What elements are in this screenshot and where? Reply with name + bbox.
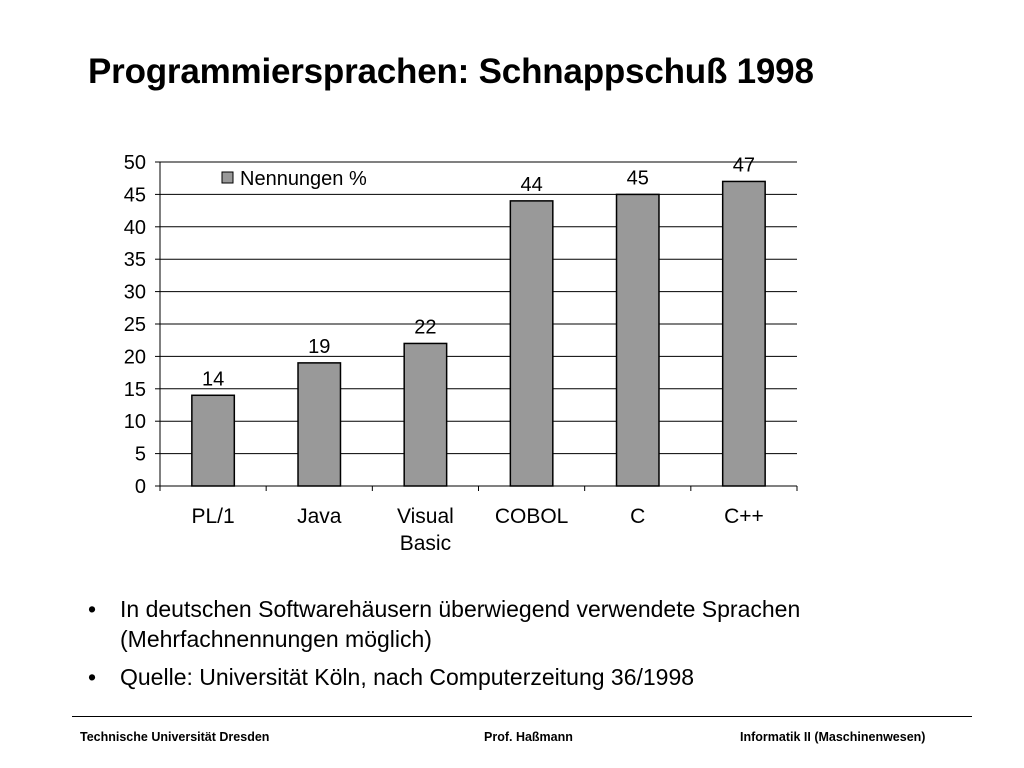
data-label: 47 (732, 154, 756, 177)
bullet-item: • Quelle: Universität Köln, nach Computerzeitung 36/1998 (88, 662, 988, 692)
x-tick-label: C (630, 505, 646, 528)
bar (617, 194, 659, 486)
x-tick-label: PL/1 (191, 505, 235, 528)
y-tick-label: 15 (123, 378, 146, 401)
footer-divider (72, 716, 972, 717)
bar (723, 181, 765, 486)
data-label: 44 (520, 173, 543, 196)
y-tick-label: 0 (134, 476, 146, 498)
y-tick-label: 20 (123, 346, 146, 369)
y-tick-label: 40 (123, 216, 146, 239)
y-tick-label: 25 (123, 314, 146, 336)
bar (510, 201, 552, 486)
bar (404, 343, 446, 486)
footer-author: Prof. Haßmann (484, 730, 573, 744)
x-tick-label: Java (297, 505, 342, 528)
y-tick-label: 45 (123, 184, 146, 207)
y-tick-label: 5 (134, 443, 146, 466)
footer-institution: Technische Universität Dresden (80, 730, 270, 744)
legend (222, 168, 367, 190)
x-tick-label: Visual Basic (397, 505, 454, 555)
y-tick-label: 50 (123, 152, 146, 174)
legend-label: Nennungen % (240, 168, 367, 190)
footer-course: Informatik II (Maschinenwesen) (740, 730, 926, 744)
axes (124, 152, 797, 555)
bullet-item: • In deutschen Softwarehäusern überwiegend verwendete Sprachen (Mehrfachnennungen möglich) (88, 594, 988, 654)
data-label: 22 (414, 316, 437, 339)
bullet-list (88, 594, 988, 700)
data-label: 45 (626, 167, 649, 190)
x-tick-label: COBOL (494, 505, 569, 528)
legend-swatch (222, 172, 233, 183)
data-label: 14 (201, 368, 225, 391)
x-tick-label: C++ (724, 505, 764, 528)
y-tick-label: 35 (123, 249, 146, 272)
data-label: 19 (308, 335, 331, 358)
y-tick-label: 10 (123, 411, 146, 434)
y-tick-label: 30 (123, 281, 146, 304)
slide-title: Programmiersprachen: Schnappschuß 1998 (88, 52, 814, 91)
bar (298, 363, 340, 486)
bar (192, 395, 234, 486)
bars (192, 154, 765, 486)
grid-lines (160, 162, 797, 454)
